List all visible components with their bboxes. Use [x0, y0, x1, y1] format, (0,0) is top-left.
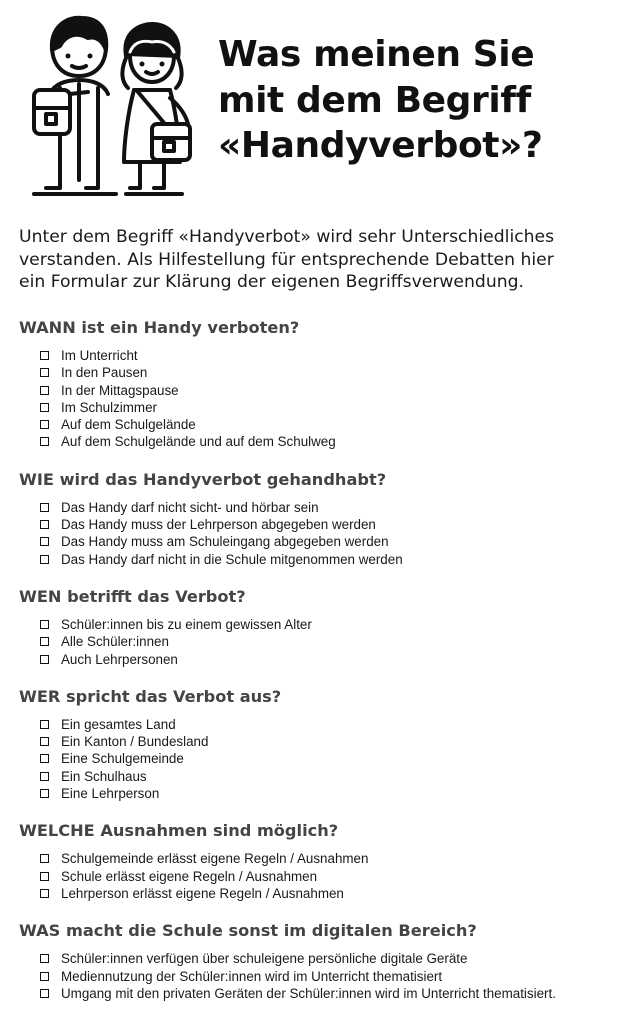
checkbox-option[interactable] — [19, 347, 609, 364]
checkbox-option[interactable] — [19, 716, 609, 733]
checkbox[interactable] — [40, 537, 49, 546]
checkbox-label: Eine Schulgemeinde — [61, 751, 184, 767]
checkbox-label: Das Handy darf nicht sicht- und hörbar sein — [61, 499, 319, 515]
checkbox[interactable] — [40, 386, 49, 395]
checkbox-option[interactable] — [19, 616, 609, 633]
section-heading: WELCHE Ausnahmen sind möglich? — [19, 821, 339, 841]
checkbox-label: Lehrperson erlässt eigene Regeln / Ausnahmen — [61, 885, 344, 901]
checkbox[interactable] — [40, 989, 49, 998]
checkbox[interactable] — [40, 789, 49, 798]
checkbox[interactable] — [40, 737, 49, 746]
checkbox-list — [19, 850, 609, 902]
checkbox-label: In der Mittagspause — [61, 382, 179, 398]
checkbox-option[interactable] — [19, 416, 609, 433]
intro-line: Unter dem Begriff «Handyverbot» wird sehr Unterschiedliches — [19, 227, 555, 247]
checkbox-label: Eine Lehrperson — [61, 786, 160, 802]
title-line: «Handyverbot»? — [218, 125, 543, 167]
checkbox-label: Auch Lehrpersonen — [61, 651, 178, 667]
checkbox-option[interactable] — [19, 885, 609, 902]
intro-line: ein Formular zur Klärung der eigenen Begriffsverwendung. — [19, 272, 524, 293]
checkbox-option[interactable] — [19, 950, 609, 967]
checkbox[interactable] — [40, 772, 49, 781]
checkbox[interactable] — [40, 872, 49, 881]
question-section — [19, 916, 609, 1002]
title-line: Was meinen Sie — [218, 34, 535, 75]
section-heading: WIE wird das Handyverbot gehandhabt? — [19, 469, 387, 489]
checkbox[interactable] — [40, 889, 49, 898]
checkbox-label: Schüler:innen verfügen über schuleigene persönliche digitale Geräte — [61, 951, 468, 967]
checkbox[interactable] — [40, 555, 49, 564]
checkbox-label: Das Handy muss am Schuleingang abgegeben werden — [61, 534, 389, 550]
checkbox-label: Ein Schulhaus — [61, 768, 147, 784]
checkbox-label: Auf dem Schulgelände — [61, 417, 196, 433]
checkbox-list — [19, 499, 609, 568]
checkbox-option[interactable] — [19, 382, 609, 399]
checkbox-label: Mediennutzung der Schüler:innen wird im Unterricht thematisiert — [61, 968, 443, 984]
checkbox-option[interactable] — [19, 533, 609, 550]
question-section — [19, 816, 609, 902]
checkbox-option[interactable] — [19, 850, 609, 867]
checkbox[interactable] — [40, 368, 49, 377]
checkbox[interactable] — [40, 972, 49, 981]
students-illustration — [30, 12, 200, 197]
checkbox-option[interactable] — [19, 733, 609, 750]
checkbox-option[interactable] — [19, 516, 609, 533]
checkbox[interactable] — [40, 420, 49, 429]
checkbox[interactable] — [40, 655, 49, 664]
checkbox-list — [19, 616, 609, 668]
section-heading: WANN ist ein Handy verboten? — [19, 318, 300, 337]
section-heading: WER spricht das Verbot aus? — [19, 686, 282, 706]
section-heading: WEN betrifft das Verbot? — [19, 586, 246, 606]
checkbox-list — [19, 347, 609, 451]
checkbox[interactable] — [40, 437, 49, 446]
checkbox-option[interactable] — [19, 399, 609, 416]
title-line: mit dem Begriff — [218, 79, 531, 121]
question-section — [19, 582, 609, 668]
checkbox[interactable] — [40, 720, 49, 729]
checkbox-option[interactable] — [19, 768, 609, 785]
checkbox[interactable] — [40, 503, 49, 512]
intro-paragraph — [19, 226, 604, 294]
checkbox-option[interactable] — [19, 551, 609, 568]
checkbox-option[interactable] — [19, 651, 609, 668]
checkbox-label: Umgang mit den privaten Geräten der Schüler:innen wird im Unterricht thematisiert. — [61, 985, 556, 1001]
section-heading: WAS macht die Schule sonst im digitalen Bereich? — [19, 921, 477, 941]
checkbox-label: Im Schulzimmer — [61, 399, 157, 415]
page-title — [218, 32, 598, 169]
checkbox-option[interactable] — [19, 750, 609, 767]
checkbox-option[interactable] — [19, 968, 609, 985]
checkbox-option[interactable] — [19, 785, 609, 802]
checkbox-label: Ein Kanton / Bundesland — [61, 734, 209, 750]
checkbox-list — [19, 716, 609, 802]
question-section — [19, 682, 609, 802]
checkbox-label: Das Handy muss der Lehrperson abgegeben werden — [61, 517, 376, 533]
checkbox-list — [19, 950, 609, 1002]
checkbox-option[interactable] — [19, 433, 609, 450]
checkbox-label: Ein gesamtes Land — [61, 716, 176, 732]
checkbox-label: Schüler:innen bis zu einem gewissen Alter — [61, 616, 312, 632]
checkbox-label: Schulgemeinde erlässt eigene Regeln / Ausnahmen — [61, 851, 369, 867]
checkbox-option[interactable] — [19, 868, 609, 885]
question-section — [19, 313, 609, 451]
checkbox-label: Auf dem Schulgelände und auf dem Schulweg — [61, 434, 336, 450]
checkbox-option[interactable] — [19, 499, 609, 516]
checkbox-option[interactable] — [19, 364, 609, 381]
checkbox[interactable] — [40, 854, 49, 863]
checkbox-label: Das Handy darf nicht in die Schule mitgenommen werden — [61, 551, 403, 567]
question-section — [19, 465, 609, 568]
question-sections — [19, 313, 609, 1016]
checkbox[interactable] — [40, 637, 49, 646]
checkbox[interactable] — [40, 351, 49, 360]
checkbox-label: Alle Schüler:innen — [61, 634, 169, 650]
checkbox-label: In den Pausen — [61, 365, 148, 381]
checkbox[interactable] — [40, 403, 49, 412]
checkbox-label: Im Unterricht — [61, 348, 138, 363]
checkbox-option[interactable] — [19, 633, 609, 650]
intro-line: verstanden. Als Hilfestellung für entsprechende Debatten hier — [19, 249, 554, 270]
checkbox[interactable] — [40, 620, 49, 629]
checkbox[interactable] — [40, 754, 49, 763]
checkbox[interactable] — [40, 520, 49, 529]
checkbox-label: Schule erlässt eigene Regeln / Ausnahmen — [61, 868, 318, 884]
checkbox[interactable] — [40, 954, 49, 963]
